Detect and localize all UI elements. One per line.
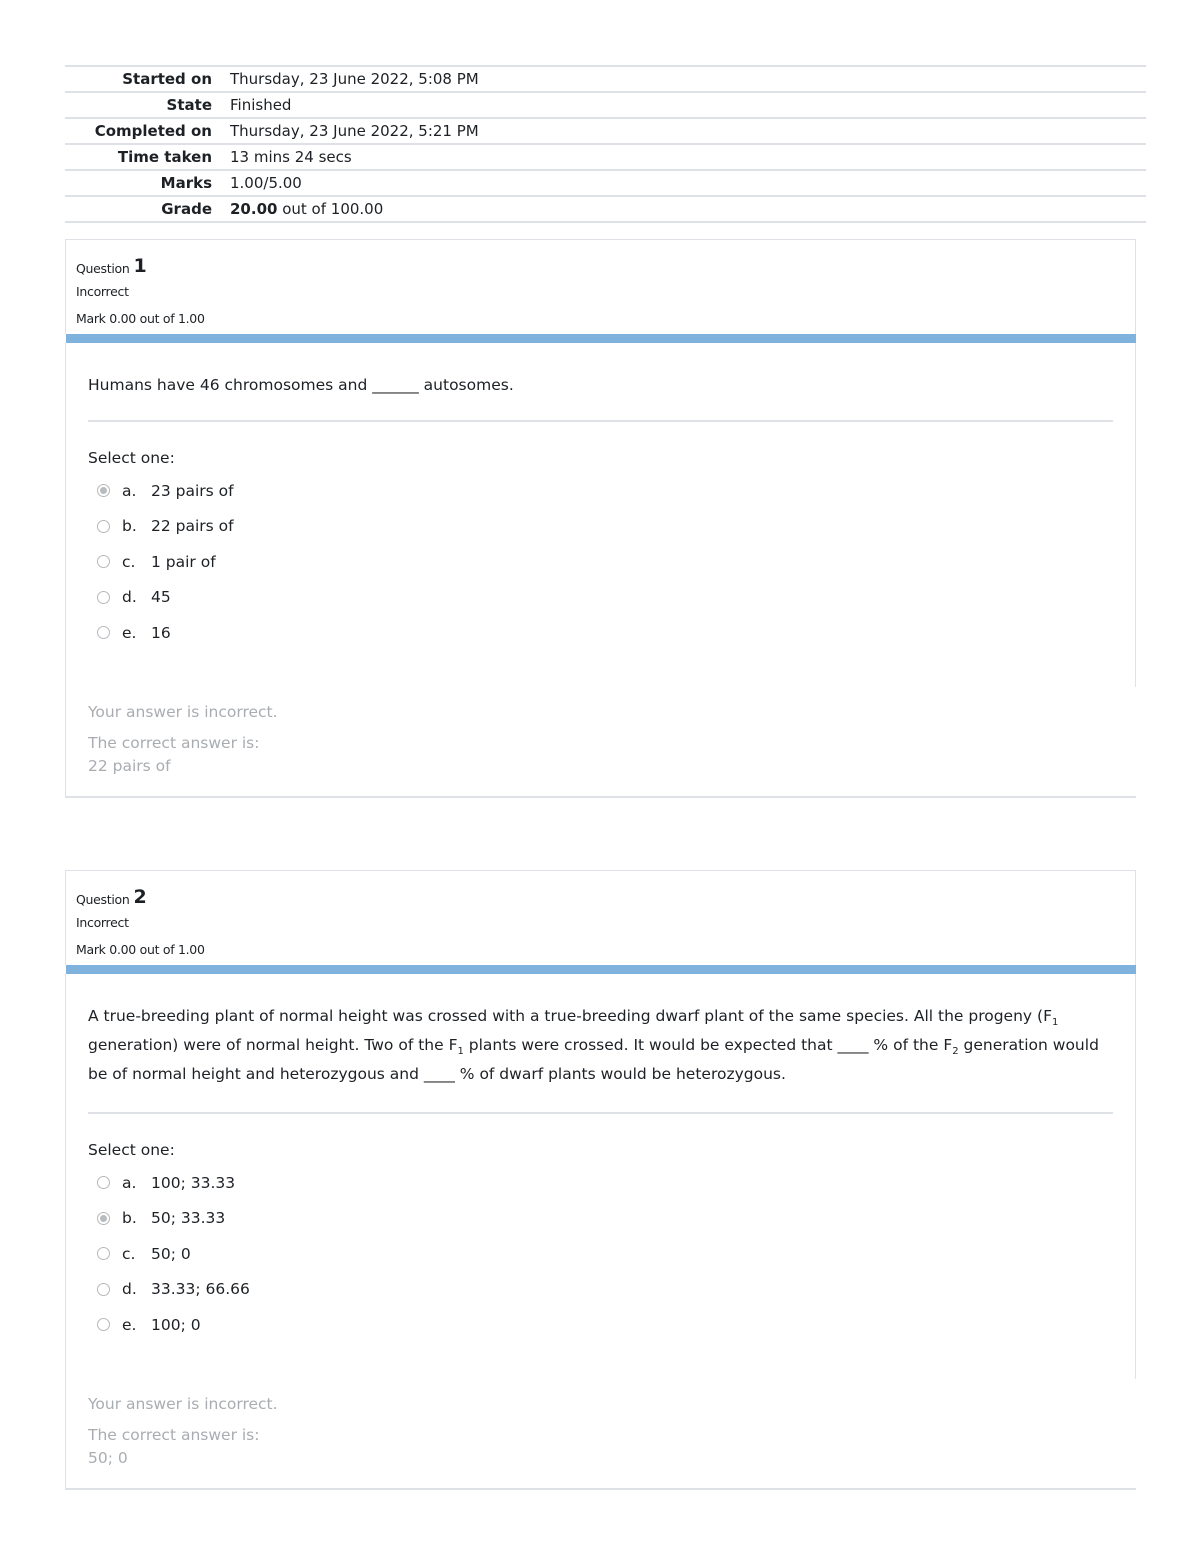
option-text: 22 pairs of xyxy=(151,517,234,536)
feedback-correct-label: The correct answer is: xyxy=(88,1425,260,1444)
option-text: 50; 33.33 xyxy=(151,1209,226,1228)
answer-option-c[interactable] xyxy=(88,544,1113,580)
option-text: 33.33; 66.66 xyxy=(151,1280,250,1299)
answer-option-b[interactable] xyxy=(88,509,1113,545)
question-number: 2 xyxy=(133,886,147,908)
attempt-summary-table xyxy=(65,65,1146,223)
option-letter: c. xyxy=(122,1244,136,1263)
question-text-part: generation would be of normal height and heterozygous and ____ % of dwarf plants would be heterozygous. xyxy=(88,1036,1099,1084)
question-state: Incorrect xyxy=(76,915,129,930)
radio-button-icon[interactable] xyxy=(97,520,110,533)
answer-option-c[interactable] xyxy=(88,1236,1113,1272)
answer-option-a[interactable] xyxy=(88,1165,1113,1201)
summary-label: Grade xyxy=(161,200,212,218)
summary-value: Thursday, 23 June 2022, 5:21 PM xyxy=(230,122,479,140)
summary-value: 1.00/5.00 xyxy=(230,174,302,192)
option-letter: d. xyxy=(122,1280,137,1299)
summary-row-time-taken xyxy=(65,145,1146,171)
summary-row-marks xyxy=(65,171,1146,197)
question-feedback xyxy=(65,1379,1136,1490)
question-feedback xyxy=(65,687,1136,798)
question-label: Question xyxy=(76,261,130,276)
radio-button-icon[interactable] xyxy=(97,1247,110,1260)
summary-value xyxy=(230,200,383,218)
answer-option-e[interactable] xyxy=(88,615,1113,651)
question-number: 1 xyxy=(133,255,147,277)
option-letter: b. xyxy=(122,1209,137,1228)
answer-option-a[interactable] xyxy=(88,473,1113,509)
option-letter: b. xyxy=(122,517,137,536)
question-content xyxy=(65,974,1136,1379)
option-text: 1 pair of xyxy=(151,552,216,571)
answer-option-e[interactable] xyxy=(88,1307,1113,1343)
answer-option-b[interactable] xyxy=(88,1201,1113,1237)
option-text: 23 pairs of xyxy=(151,481,234,500)
answer-options xyxy=(88,473,1113,687)
grade-score: 20.00 xyxy=(230,200,278,218)
radio-button-icon[interactable] xyxy=(97,1283,110,1296)
summary-value: Thursday, 23 June 2022, 5:08 PM xyxy=(230,70,479,88)
option-letter: a. xyxy=(122,1173,137,1192)
feedback-correct-answer: 22 pairs of xyxy=(88,756,171,775)
grade-out-of: out of 100.00 xyxy=(277,200,384,218)
subscript: 2 xyxy=(952,1046,959,1058)
question-1 xyxy=(65,239,1136,798)
question-divider-bar xyxy=(66,334,1136,343)
option-letter: e. xyxy=(122,623,137,642)
summary-label: Time taken xyxy=(117,148,212,166)
radio-button-icon[interactable] xyxy=(97,591,110,604)
option-text: 45 xyxy=(151,588,171,607)
select-one-label: Select one: xyxy=(88,449,175,467)
answer-option-d[interactable] xyxy=(88,580,1113,616)
radio-button-icon[interactable] xyxy=(97,1212,110,1225)
feedback-correct-answer: 50; 0 xyxy=(88,1448,128,1467)
select-one-label: Select one: xyxy=(88,1141,175,1160)
radio-button-icon[interactable] xyxy=(97,484,110,497)
subscript: 1 xyxy=(457,1046,464,1058)
option-text: 50; 0 xyxy=(151,1244,191,1263)
summary-label: Marks xyxy=(160,174,212,192)
option-text: 16 xyxy=(151,623,171,642)
summary-row-state xyxy=(65,93,1146,119)
question-title xyxy=(76,881,1125,907)
question-text-part: A true-breeding plant of normal height was crossed with a true-breeding dwarf plant of the same species. All the progeny (F xyxy=(88,1007,1052,1025)
feedback-incorrect: Your answer is incorrect. xyxy=(88,702,278,721)
option-letter: a. xyxy=(122,481,137,500)
radio-button-icon[interactable] xyxy=(97,626,110,639)
question-text: Humans have 46 chromosomes and ______ autosomes. xyxy=(88,343,1113,422)
question-mark: Mark 0.00 out of 1.00 xyxy=(76,311,205,326)
question-state: Incorrect xyxy=(76,284,129,299)
question-divider-bar xyxy=(66,965,1136,974)
question-title xyxy=(76,250,1125,276)
question-2 xyxy=(65,870,1136,1490)
question-mark: Mark 0.00 out of 1.00 xyxy=(76,942,205,957)
question-info xyxy=(65,239,1136,334)
summary-label: State xyxy=(166,96,212,114)
option-text: 100; 0 xyxy=(151,1315,201,1334)
option-letter: d. xyxy=(122,588,137,607)
question-text xyxy=(88,974,1113,1114)
question-content xyxy=(65,343,1136,687)
summary-label: Completed on xyxy=(94,122,212,140)
subscript: 1 xyxy=(1051,1017,1059,1029)
feedback-incorrect: Your answer is incorrect. xyxy=(88,1394,278,1413)
summary-value: 13 mins 24 secs xyxy=(230,148,352,166)
radio-button-icon[interactable] xyxy=(97,555,110,568)
option-letter: e. xyxy=(122,1315,137,1334)
radio-button-icon[interactable] xyxy=(97,1176,110,1189)
summary-row-started-on xyxy=(65,67,1146,93)
summary-row-completed-on xyxy=(65,119,1146,145)
feedback-correct-label: The correct answer is: xyxy=(88,733,260,752)
summary-row-grade xyxy=(65,197,1146,223)
answer-options xyxy=(88,1165,1113,1379)
radio-button-icon[interactable] xyxy=(97,1318,110,1331)
question-text-part: generation) were of normal height. Two of the F xyxy=(88,1036,458,1055)
option-text: 100; 33.33 xyxy=(151,1173,236,1192)
question-info xyxy=(65,870,1136,965)
question-text-part: plants were crossed. It would be expected that ____ % of the F xyxy=(463,1036,953,1055)
summary-value: Finished xyxy=(230,96,292,114)
summary-label: Started on xyxy=(122,70,212,88)
question-label: Question xyxy=(76,892,130,907)
answer-option-d[interactable] xyxy=(88,1272,1113,1308)
option-letter: c. xyxy=(122,552,136,571)
